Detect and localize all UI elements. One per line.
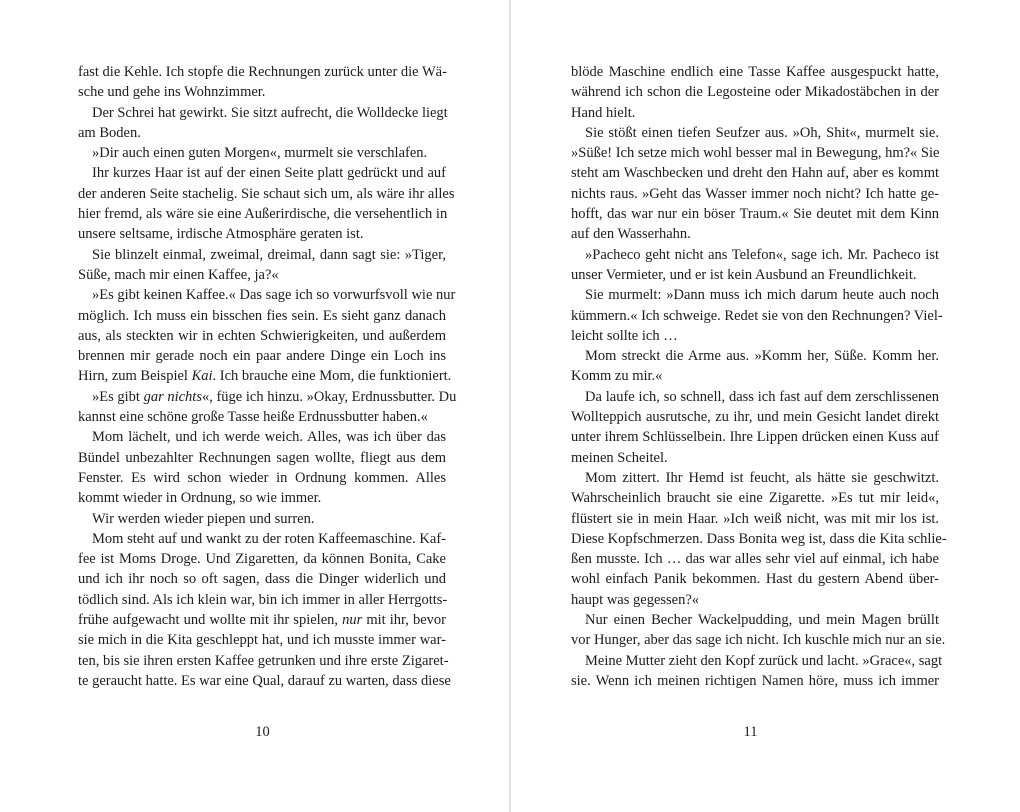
text-line: sie mich in die Kita geschleppt hat, und ich musste immer war- [78, 632, 446, 649]
text-line: sche und gehe ins Wohnzimmer. [78, 84, 266, 101]
text-line: Meine Mutter zieht den Kopf zurück und lacht. »Grace«, sagt [585, 652, 943, 669]
text-line: sie. Wenn ich meinen richtigen Namen höre, muss ich immer [571, 672, 939, 689]
text-line: Mom lächelt, und ich werde weich. Alles, was ich über das [92, 429, 446, 446]
text-line: blöde Maschine endlich eine Tasse Kaffee ausgespuckt hatte, [571, 64, 939, 80]
text-line: wohl einfach Panik bekommen. Hast du gestern Abend über- [571, 571, 939, 588]
text-line: kommt wieder in Ordnung, so wie immer. [78, 490, 322, 507]
left-page-text [78, 62, 457, 691]
text-line: Mom streckt die Arme aus. »Komm her, Süße. Komm her. [585, 348, 939, 365]
text-line: meinen Scheitel. [571, 449, 668, 466]
right-page-number: 11 [743, 724, 758, 740]
text-line: und ich ihr noch so oft sagen, dass die Dinger widerlich und [78, 571, 446, 588]
text-line: leicht sollte ich … [571, 327, 678, 344]
text-line: hier fremd, als wäre sie eine Außerirdische, die versehentlich in [78, 206, 448, 223]
text-line: unsere seltsame, irdische Atmosphäre geraten ist. [78, 226, 364, 243]
text-line: hofft, das war nur ein böser Traum.« Sie deutet mit dem Kinn [571, 206, 939, 223]
text-line: vor Hunger, aber das sage ich nicht. Ich kuschle mich nur an sie. [571, 632, 946, 649]
text-line: Fenster. Es wird schon wieder in Ordnung kommen. Alles [78, 469, 446, 486]
text-line: auf den Wasserhahn. [571, 226, 691, 243]
text-line: kümmern.« Ich schweige. Redet sie von den Rechnungen? Viel- [571, 307, 943, 324]
text-line: Nur einen Becher Wackelpudding, und mein Magen brüllt [585, 612, 939, 629]
text-line: haupt was gegessen?« [571, 591, 700, 608]
text-line: Ihr kurzes Haar ist auf der einen Seite platt gedrückt und auf [92, 165, 446, 182]
right-page-text [571, 62, 947, 691]
text-line: »Es gibt gar nichts«, füge ich hinzu. »Okay, Erdnussbutter. Du [92, 388, 457, 405]
text-line: Wahrscheinlich braucht sie eine Zigarette. »Es tut mir leid«, [571, 490, 939, 507]
text-line: Sie stößt einen tiefen Seufzer aus. »Oh, Shit«, murmelt sie. [585, 124, 939, 141]
text-line: kannst eine schöne große Tasse heiße Erdnussbutter haben.« [78, 409, 428, 426]
text-line: steht am Waschbecken und dreht den Hahn auf, aber es kommt [571, 165, 939, 182]
text-line: Wollteppich ausrutsche, zu ihr, und mein Gesicht landet direkt [571, 409, 939, 426]
text-line: unter ihrem Schlüsselbein. Ihre Lippen drücken einen Kuss auf [571, 429, 939, 446]
left-page [0, 0, 509, 812]
text-line: Mom zittert. Ihr Hemd ist feucht, als hätte sie geschwitzt. [585, 469, 939, 486]
text-line: aus, als steckten wir in echten Schwierigkeiten, und außerdem [78, 327, 446, 344]
text-line: möglich. Ich muss ein bisschen fies sein. Es sieht ganz danach [78, 307, 446, 324]
text-line: Bündel unbezahlter Rechnungen sagen wollte, fliegt aus dem [78, 449, 446, 466]
text-line: Komm zu mir.« [571, 368, 663, 385]
right-page [511, 0, 1020, 812]
text-line: ten, bis sie ihren ersten Kaffee getrunken und ihre erste Zigaret- [78, 652, 449, 669]
text-line: frühe aufgewacht und wollte mit ihr spielen, nur mit ihr, bevor [78, 612, 446, 629]
text-line: Süße, mach mir einen Kaffee, ja?« [78, 266, 279, 283]
text-line: Wir werden wieder piepen und surren. [92, 510, 315, 527]
text-line: der anderen Seite stachelig. Sie schaut sich um, als wäre ihr alles [78, 185, 455, 202]
text-line: »Dir auch einen guten Morgen«, murmelt sie verschlafen. [92, 145, 428, 162]
text-line: Diese Kopfschmerzen. Dass Bonita weg ist, dass die Kita schlie- [571, 530, 947, 547]
text-line: »Es gibt keinen Kaffee.« Das sage ich so vorwurfsvoll wie nur [92, 287, 456, 304]
text-line: Da laufe ich, so schnell, dass ich fast auf dem zerschlissenen [585, 388, 939, 405]
left-page-number: 10 [255, 724, 270, 740]
text-line: Sie murmelt: »Dann muss ich mich darum heute auch noch [585, 287, 939, 304]
text-line: nichts raus. »Geht das Wasser immer noch nicht? Ich hatte ge- [571, 185, 939, 202]
text-line: Sie blinzelt einmal, zweimal, dreimal, dann sagt sie: »Tiger, [92, 246, 446, 263]
text-line: am Boden. [78, 124, 141, 141]
text-line: fast die Kehle. Ich stopfe die Rechnungen zurück unter die Wä- [78, 64, 447, 80]
text-line: ßen musste. Ich … das war alles sehr viel auf einmal, ich habe [571, 551, 939, 568]
text-line: te geraucht hatte. Es war eine Qual, darauf zu warten, dass diese [78, 672, 451, 689]
text-line: Hand hielt. [571, 104, 636, 121]
text-line: tödlich sind. Als ich klein war, bin ich immer in aller Herrgotts- [78, 591, 448, 608]
text-line: »Süße! Ich setze mich wohl besser mal in Bewegung, hm?« Sie [571, 145, 940, 162]
text-line: Mom steht auf und wankt zu der roten Kaffeemaschine. Kaf- [92, 530, 446, 547]
italic-emphasis: nur [342, 612, 363, 629]
text-line: »Pacheco geht nicht ans Telefon«, sage ich. Mr. Pacheco ist [585, 246, 939, 263]
text-line: fee ist Moms Droge. Und Zigaretten, da können Bonita, Cake [78, 551, 446, 568]
text-line: unser Vermieter, und er ist kein Ausbund an Freundlichkeit. [571, 266, 917, 283]
text-line: flüstert sie in mein Haar. »Ich weiß nicht, was mit mir los ist. [571, 510, 939, 527]
text-line: während ich schon die Legosteine oder Mikadostäbchen in der [571, 84, 939, 101]
italic-emphasis: gar nichts [143, 388, 202, 405]
text-line: Der Schrei hat gewirkt. Sie sitzt aufrecht, die Wolldecke liegt [92, 104, 448, 121]
text-line: brennen mir gerade noch ein paar andere Dinge ein Loch ins [78, 348, 446, 365]
italic-emphasis: Kai [191, 368, 213, 385]
text-line: Hirn, zum Beispiel Kai. Ich brauche eine Mom, die funktioniert. [78, 368, 452, 385]
